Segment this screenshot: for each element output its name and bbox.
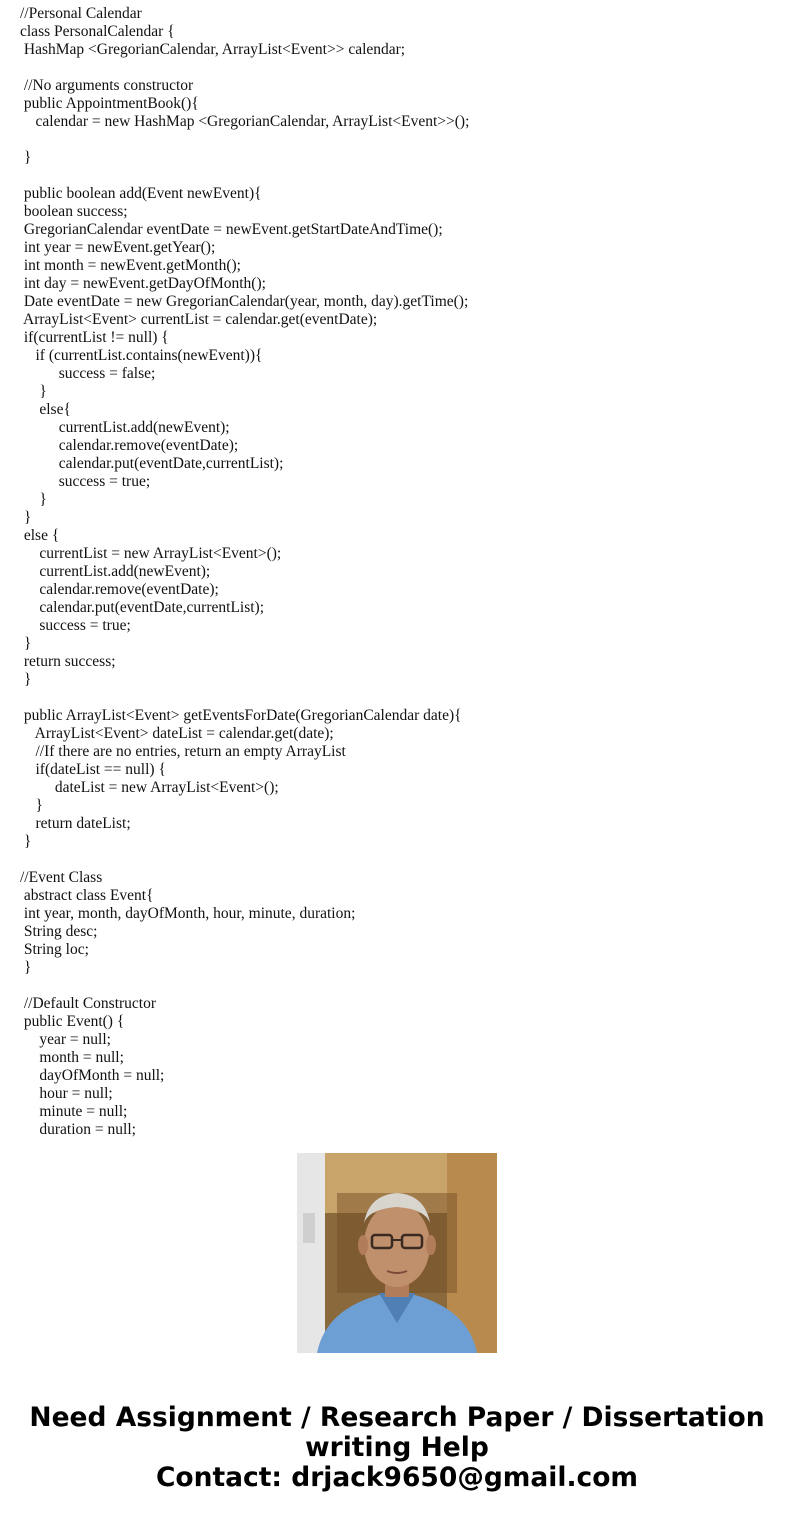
- code-line: int year, month, dayOfMonth, hour, minute, duration;: [20, 905, 356, 922]
- promo-subheadline: writing Help: [305, 1432, 489, 1463]
- code-line: minute = null;: [20, 1103, 128, 1120]
- code-line: public Event() {: [20, 1013, 125, 1030]
- code-line: else{: [20, 401, 71, 418]
- code-line: }: [20, 509, 32, 526]
- code-line: return success;: [20, 653, 116, 670]
- code-line: boolean success;: [20, 203, 128, 220]
- code-line: HashMap <GregorianCalendar, ArrayList<Event>> calendar;: [20, 41, 406, 58]
- code-line: GregorianCalendar eventDate = newEvent.getStartDateAndTime();: [20, 221, 443, 238]
- code-line: [20, 131, 780, 149]
- code-line: calendar.remove(eventDate);: [20, 437, 239, 454]
- code-line: }: [20, 959, 32, 976]
- code-line: currentList.add(newEvent);: [20, 419, 230, 436]
- code-line: [20, 689, 780, 707]
- code-line: [20, 167, 780, 185]
- code-line: ArrayList<Event> currentList = calendar.get(eventDate);: [20, 311, 378, 328]
- code-line: int month = newEvent.getMonth();: [20, 257, 241, 274]
- code-line: Date eventDate = new GregorianCalendar(year, month, day).getTime();: [20, 293, 469, 310]
- code-line: public ArrayList<Event> getEventsForDate(GregorianCalendar date){: [20, 707, 462, 724]
- code-line: calendar.put(eventDate,currentList);: [20, 455, 284, 472]
- code-listing: [20, 5, 780, 1138]
- code-line: //Default Constructor: [20, 995, 157, 1012]
- code-line: //If there are no entries, return an empty ArrayList: [20, 743, 346, 760]
- code-line: [20, 977, 780, 995]
- code-line: }: [20, 383, 47, 400]
- code-line: calendar.put(eventDate,currentList);: [20, 599, 265, 616]
- code-line: String desc;: [20, 923, 98, 940]
- promo-banner: [0, 1403, 794, 1493]
- code-line: success = true;: [20, 617, 131, 634]
- code-line: [20, 851, 780, 869]
- code-line: calendar.remove(eventDate);: [20, 581, 219, 598]
- author-photo-illustration: [297, 1153, 497, 1353]
- code-line: abstract class Event{: [20, 887, 154, 904]
- author-photo: [297, 1153, 497, 1353]
- code-line: public boolean add(Event newEvent){: [20, 185, 262, 202]
- code-line: class PersonalCalendar {: [20, 23, 175, 40]
- code-line: int day = newEvent.getDayOfMonth();: [20, 275, 266, 292]
- code-line: }: [20, 671, 32, 688]
- code-line: success = false;: [20, 365, 156, 382]
- code-line: String loc;: [20, 941, 89, 958]
- code-line: }: [20, 833, 32, 850]
- code-line: ArrayList<Event> dateList = calendar.get(date);: [20, 725, 334, 742]
- code-line: }: [20, 635, 32, 652]
- code-line: month = null;: [20, 1049, 124, 1066]
- code-line: dayOfMonth = null;: [20, 1067, 165, 1084]
- code-line: calendar = new HashMap <GregorianCalendar, ArrayList<Event>>();: [20, 113, 470, 130]
- code-line: if(dateList == null) {: [20, 761, 166, 778]
- contact-email: Contact: drjack9650@gmail.com: [155, 1462, 639, 1493]
- code-line: int year = newEvent.getYear();: [20, 239, 216, 256]
- code-line: duration = null;: [20, 1121, 136, 1138]
- code-line: if (currentList.contains(newEvent)){: [20, 347, 263, 364]
- code-line: }: [20, 797, 43, 814]
- code-line: hour = null;: [20, 1085, 113, 1102]
- code-line: //Personal Calendar: [20, 5, 142, 22]
- code-line: return dateList;: [20, 815, 131, 832]
- code-line: currentList = new ArrayList<Event>();: [20, 545, 282, 562]
- code-line: public AppointmentBook(){: [20, 95, 199, 112]
- promo-headline: Need Assignment / Research Paper / Dissertation: [29, 1402, 765, 1433]
- code-line: if(currentList != null) {: [20, 329, 169, 346]
- code-line: dateList = new ArrayList<Event>();: [20, 779, 279, 796]
- code-line: //No arguments constructor: [20, 77, 194, 94]
- code-line: [20, 59, 780, 77]
- code-line: }: [20, 149, 32, 166]
- code-line: success = true;: [20, 473, 151, 490]
- code-line: else {: [20, 527, 60, 544]
- code-line: }: [20, 491, 47, 508]
- code-line: year = null;: [20, 1031, 111, 1048]
- code-line: //Event Class: [20, 869, 103, 886]
- code-line: currentList.add(newEvent);: [20, 563, 211, 580]
